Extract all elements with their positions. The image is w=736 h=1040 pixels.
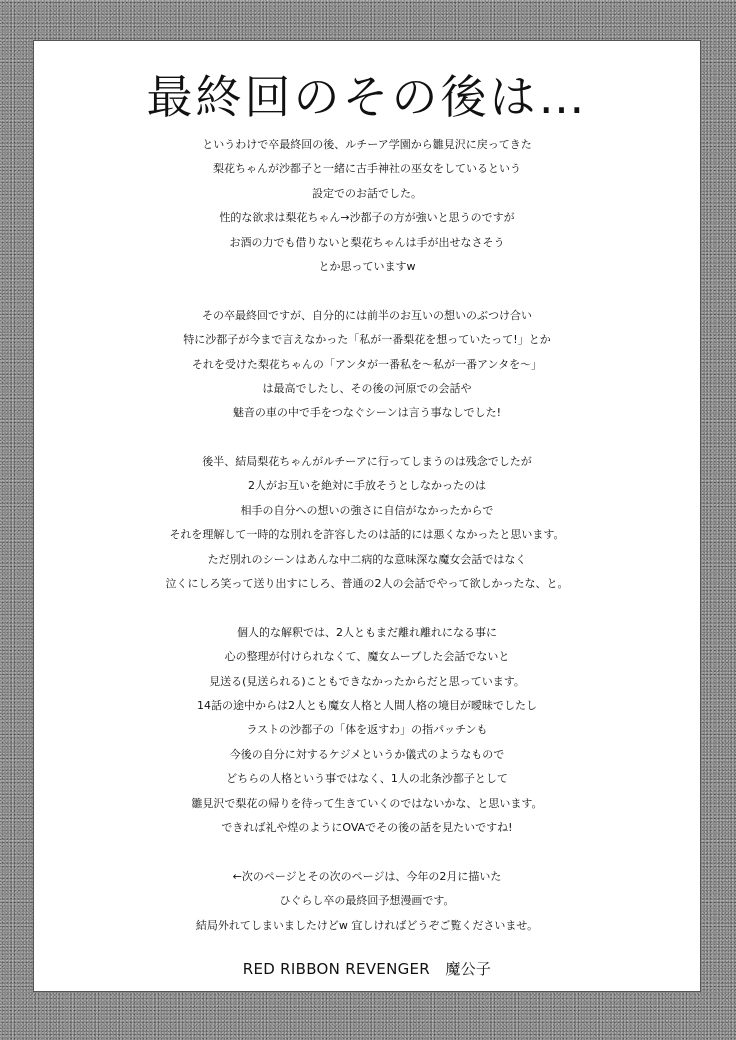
text-line: 設定でのお話でした。: [312, 186, 422, 200]
paragraph-5: [34, 865, 700, 938]
text-line: 泣くにしろ笑って送り出すにしろ、普通の2人の会話でやって欲しかったな、と。: [165, 577, 569, 591]
afterword-body: [34, 133, 700, 938]
text-line: 梨花ちゃんが沙都子と一緒に古手神社の巫女をしているという: [213, 162, 521, 176]
page-sheet: [33, 40, 701, 992]
text-line: 個人的な解釈では、2人ともまだ離れ離れになる事に: [237, 625, 497, 639]
text-line: お酒の力でも借りないと梨花ちゃんは手が出せなさそう: [229, 235, 505, 249]
text-line: 見送る(見送られる)こともできなかったからだと思っています。: [209, 674, 525, 688]
text-line: 2人がお互いを絶対に手放そうとしなかったのは: [248, 479, 486, 493]
text-line: ひぐらし卒の最終回予想漫画です。: [279, 894, 455, 908]
text-line: 性的な欲求は梨花ちゃん→沙都子の方が強いと思うのですが: [219, 211, 515, 225]
paragraph-4: [34, 621, 700, 841]
text-line: ラストの沙都子の「体を返すわ」の指パッチンも: [246, 723, 488, 737]
paragraph-gap: [34, 426, 700, 450]
text-line: 結局外れてしまいましたけどw 宜しければどうぞご覧くださいませ。: [195, 918, 539, 932]
text-line: 後半、結局梨花ちゃんがルチーアに行ってしまうのは残念でしたが: [202, 455, 532, 469]
paragraph-gap: [34, 840, 700, 864]
paragraph-gap: [34, 279, 700, 303]
author-signature: RED RIBBON REVENGER 魔公子: [242, 960, 492, 978]
text-line: 心の整理が付けられなくて、魔女ムーブした会話でないと: [224, 650, 510, 664]
text-line: 魅音の車の中で手をつなぐシーンは言う事なしでした!: [232, 406, 502, 420]
text-line: それを受けた梨花ちゃんの「アンタが一番私を～私が一番アンタを～」: [191, 357, 543, 371]
paragraph-2: [34, 304, 700, 426]
text-line: は最高でしたし、その後の河原での会話や: [262, 381, 472, 395]
text-line: 今後の自分に対するケジメというか儀式のようなもので: [229, 747, 505, 761]
text-line: というわけで卒最終回の後、ルチーア学園から雛見沢に戻ってきた: [202, 138, 532, 151]
text-line: どちらの人格という事ではなく、1人の北条沙都子として: [226, 772, 508, 786]
text-line: それを理解して一時的な別れを許容したのは話的には悪くなかったと思います。: [169, 528, 565, 542]
text-line: その卒最終回ですが、自分的には前半のお互いの想いのぶつけ合い: [202, 308, 532, 322]
page-title: 最終回のその後は…: [146, 70, 588, 124]
paragraph-gap: [34, 596, 700, 620]
text-line: とか思っていますw: [318, 259, 416, 273]
text-line: 雛見沢で梨花の帰りを待って生きていくのではないかな、と思います。: [191, 796, 543, 810]
text-line: ただ別れのシーンはあんな中二病的な意味深な魔女会話ではなく: [207, 552, 527, 566]
text-line: 14話の途中からは2人とも魔女人格と人間人格の境目が曖昧でしたし: [197, 698, 537, 712]
text-line: できれば礼や煌のようにOVAでその後の話を見たいですね!: [221, 820, 513, 834]
text-line: 相手の自分への想いの強さに自信がなかったからで: [240, 503, 494, 517]
paragraph-1: [34, 133, 700, 279]
text-line: ←次のページとその次のページは、今年の2月に描いた: [232, 869, 502, 883]
text-line: 特に沙都子が今まで言えなかった「私が一番梨花を想っていたって!」とか: [183, 333, 551, 347]
paragraph-3: [34, 450, 700, 596]
